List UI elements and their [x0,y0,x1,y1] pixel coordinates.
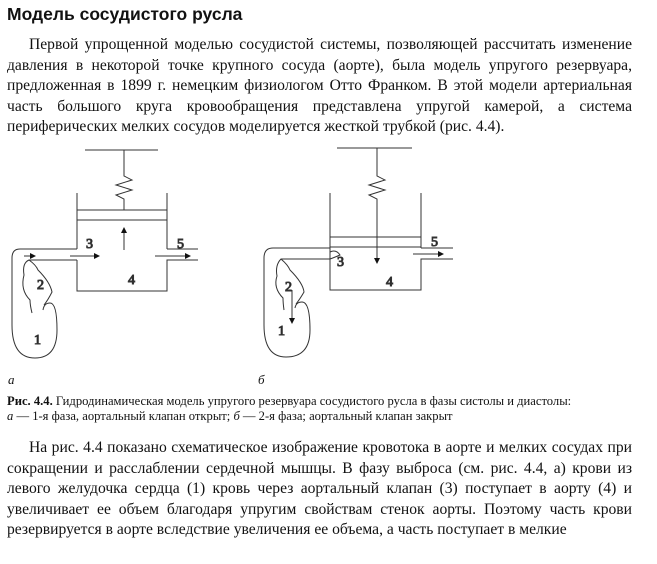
subfigure-b-label: б [258,372,265,387]
caption-label: Рис. 4.4. [7,394,53,408]
subfigure-a-label: а [8,372,15,387]
label-3-b: 3 [337,255,344,270]
label-3-a: 3 [86,237,93,252]
chamber [77,260,198,291]
label-4-a: 4 [128,273,135,288]
caption-a-text: — 1-я фаза, аортальный клапан открыт; [13,409,234,423]
section-title: Модель сосудистого русла [7,4,243,24]
spring [116,150,132,210]
spring [369,148,385,247]
label-1-b: 1 [278,324,285,339]
heart-ventricle [12,249,77,358]
label-2-b: 2 [285,280,292,295]
intro-paragraph: Первой упрощенной моделью сосудистой системы, позволяющей рассчитать изменение давления в некоторой точке крупного сосуда (аорте), была модель упругого резервуара, предложенная в 1899 г. немецким физиологом Отто Франком. В этой модели артериальная часть большого круга кровообращения представлена упругой камерой, а система периферических мелких сосудов моделируется жесткой трубкой (рис. 4.4). [7,36,632,136]
caption-text: Гидродинамическая модель упругого резервуара сосудистого русла в фазы систолы и диастолы: [52,394,572,408]
label-5-b: 5 [431,235,438,250]
caption-b: б [233,409,240,423]
figure-a [12,150,198,358]
caption-b-text: — 2-я фаза; аортальный клапан закрыт [239,409,453,423]
explanation-paragraph: На рис. 4.4 показано схематическое изображение кровотока в аорте и мелких сосудах при сокращении и расслаблении сердечной мышцы. В фазу выброса (см. рис. 4.4, а) крови из левого желудочка сердца (1) кровь через аортальный клапан (3) поступает в аорту (4) и увеличивает ее объем благодаря упругим свойствам стенок аорты. Поэтому часть крови резервируется в аорте вследствие увеличения ее объема, а часть поступает в мелкие [7,439,632,539]
figure-b [264,148,453,357]
label-5-a: 5 [177,237,184,252]
label-1-a: 1 [34,333,41,348]
label-4-b: 4 [386,275,393,290]
caption-a: а [7,409,14,423]
figure-caption [7,394,647,424]
label-2-a: 2 [37,278,44,293]
